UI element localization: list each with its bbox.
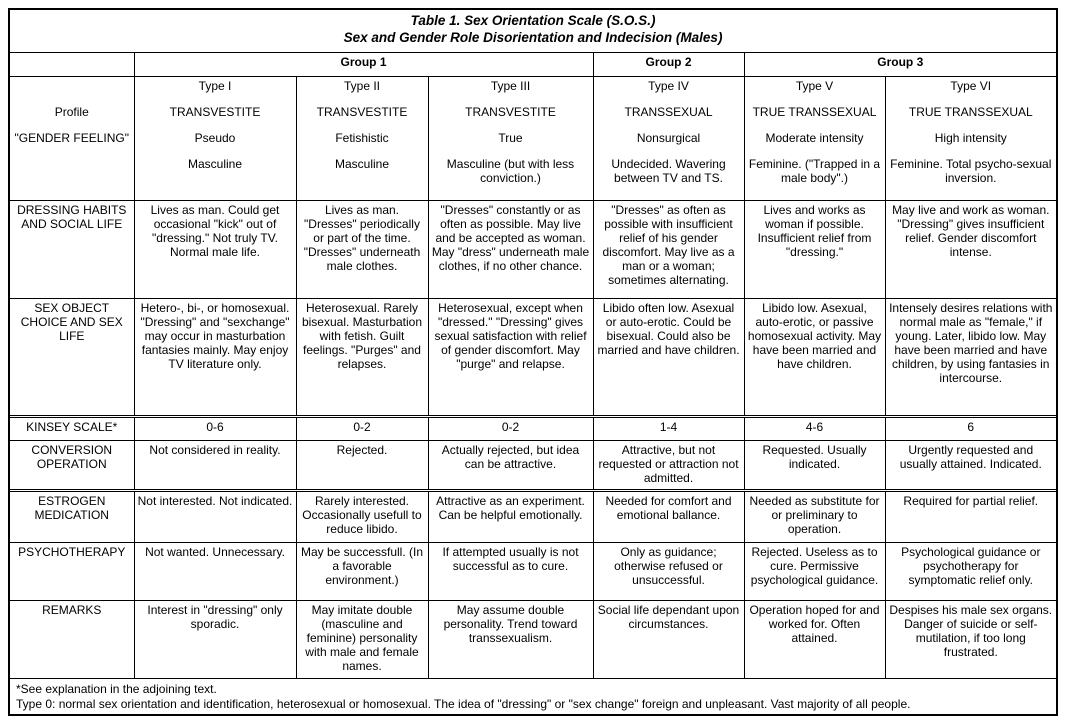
table-title-cell [10,10,1056,52]
footnotes [10,678,1056,716]
table-cell: 1-4 [593,416,744,440]
type-category: TRANSSEXUAL [624,104,713,119]
table-cell: Psychological guidance or psychotherapy for symptomatic relief only. [885,542,1056,600]
group-header-1: Group 1 [134,52,593,76]
type-subtype: Fetishistic [335,130,389,145]
row-label-dressing-habits: DRESSING HABITS AND SOCIAL LIFE [10,200,134,298]
table-cell: Required for partial relief. [885,490,1056,542]
table-cell: Intensely desires relations with normal male as "female," if young. Later, libido low. May have been married and have children, by using fantasies in intercourse. [885,298,1056,416]
table-cell: Actually rejected, but idea can be attractive. [428,440,593,490]
table-cell: Social life dependant upon circumstances. [593,600,744,678]
table-cell: Libido low. Asexual, auto-erotic, or passive homosexual activity. May have been married and have children. [744,298,885,416]
table-cell: Only as guidance; otherwise refused or unsuccessful. [593,542,744,600]
table-cell: Urgently requested and usually attained. Indicated. [885,440,1056,490]
table-cell: If attempted usually is not successful as to cure. [428,542,593,600]
type-name: Type V [795,78,834,93]
type-feeling: Masculine (but with less conviction.) [446,156,575,185]
table-cell: "Dresses" as often as possible with insufficient relief of his gender discomfort. May live as a man or a woman; sometimes alternating. [593,200,744,298]
data-row-dressing-habits [10,200,1056,298]
table-cell: Heterosexual. Rarely bisexual. Masturbation with fetish. Guilt feelings. "Purges" and relapses. [296,298,428,416]
title-row [10,10,1056,52]
table-cell: Not wanted. Unnecessary. [134,542,296,600]
sos-table [10,10,1056,678]
row-label-conversion-operation: CONVERSION OPERATION [10,440,134,490]
table-title-line1: Table 1. Sex Orientation Scale (S.O.S.) [410,13,656,28]
type-feeling: Masculine [187,156,243,171]
data-row-remarks [10,600,1056,678]
data-row-psychotherapy [10,542,1056,600]
table-cell: Despises his male sex organs. Danger of suicide or self-mutilation, if too long frustrated. [885,600,1056,678]
type-category: TRANSVESTITE [465,104,556,119]
profile-row [10,76,1056,200]
table-cell: May be successfull. (In a favorable environment.) [296,542,428,600]
profile-type-1-cell [134,76,296,200]
group-header-row [10,52,1056,76]
table-cell: Requested. Usually indicated. [744,440,885,490]
data-row-conversion-operation [10,440,1056,490]
table-cell: "Dresses" constantly or as often as possible. May live and be accepted as woman. May "dress" underneath male clothes, if no other chance. [428,200,593,298]
table-cell: Interest in "dressing" only sporadic. [134,600,296,678]
table-cell: Hetero-, bi-, or homosexual. "Dressing" and "sexchange" may occur in masturbation fantasies mainly. May enjoy TV literature only. [134,298,296,416]
type-subtype: High intensity [934,130,1007,145]
type-feeling: Feminine. Total psycho-sexual inversion. [890,156,1052,185]
table-title-line2: Sex and Gender Role Disorientation and Indecision (Males) [343,30,723,45]
table-cell: Lives and works as woman if possible. Insufficient relief from "dressing." [744,200,885,298]
type-feeling: Undecided. Wavering between TV and TS. [611,156,726,185]
table-cell: Rejected. Useless as to cure. Permissive psychological guidance. [744,542,885,600]
type-name: Type III [490,78,531,93]
table-cell: Not considered in reality. [134,440,296,490]
group-header-spacer-cell [10,52,134,76]
table-cell: Attractive, but not requested or attraction not admitted. [593,440,744,490]
row-label-estrogen-medication: ESTROGEN MEDICATION [10,490,134,542]
table-cell: Rejected. [296,440,428,490]
data-row-sex-object-choice [10,298,1056,416]
type-feeling: Masculine [334,156,390,171]
row-label-kinsey-scale: KINSEY SCALE* [10,416,134,440]
type-category: TRUE TRANSSEXUAL [752,104,877,119]
profile-type-4-cell [593,76,744,200]
type-category: TRANSVESTITE [316,104,408,119]
footnote-asterisk: *See explanation in the adjoining text. [16,682,217,696]
table-cell: 0-2 [428,416,593,440]
table-cell: Needed as substitute for or preliminary to operation. [744,490,885,542]
table-cell: Heterosexual, except when "dressed." "Dressing" gives sexual satisfaction with relief of gender discomfort. May "purge" and relapse. [428,298,593,416]
table-cell: 0-2 [296,416,428,440]
profile-label-spacer [13,79,131,105]
type-category: TRANSVESTITE [169,104,261,119]
group-header-3: Group 3 [744,52,1056,76]
table-cell: Not interested. Not indicated. [134,490,296,542]
type-subtype: Nonsurgical [636,130,701,145]
type-subtype: Pseudo [194,130,236,145]
table-cell: May live and work as woman. "Dressing" gives insufficient relief. Gender discomfort intense. [885,200,1056,298]
type-name: Type I [198,78,232,93]
type-category: TRUE TRANSSEXUAL [908,104,1033,119]
footnote-type0: Type 0: normal sex orientation and identification, heterosexual or homosexual. The idea of "dressing" or "sex change" foreign and unpleasant. Vast majority of all people. [16,697,911,711]
type-feeling: Feminine. ("Trapped in a male body".) [748,156,881,185]
row-label-psychotherapy: PSYCHOTHERAPY [10,542,134,600]
profile-type-6-cell [885,76,1056,200]
type-subtype: True [498,130,523,145]
type-name: Type VI [950,78,992,93]
profile-label-line1: Profile [54,104,89,119]
table-cell: Operation hoped for and worked for. Often attained. [744,600,885,678]
profile-type-2-cell [296,76,428,200]
table-cell: May assume double personality. Trend toward transsexualism. [428,600,593,678]
table-cell: Lives as man. Could get occasional "kick" out of "dressing." Not truly TV. Normal male life. [134,200,296,298]
data-row-kinsey-scale [10,416,1056,440]
profile-label-line2: "GENDER FEELING" [14,130,130,145]
type-name: Type IV [648,78,689,93]
profile-type-3-cell [428,76,593,200]
row-label-profile [10,76,134,200]
table-cell: 6 [885,416,1056,440]
group-header-2: Group 2 [593,52,744,76]
profile-type-5-cell [744,76,885,200]
row-label-remarks: REMARKS [10,600,134,678]
type-name: Type II [343,78,381,93]
row-label-sex-object-choice: SEX OBJECT CHOICE AND SEX LIFE [10,298,134,416]
data-row-estrogen-medication [10,490,1056,542]
table-cell: Attractive as an experiment. Can be helpful emotionally. [428,490,593,542]
table-cell: Libido often low. Asexual or auto-erotic. Could be bisexual. Could also be married and have children. [593,298,744,416]
table-cell: Rarely interested. Occasionally usefull to reduce libido. [296,490,428,542]
table-cell: 0-6 [134,416,296,440]
table-cell: Lives as man. "Dresses" periodically or part of the time. "Dresses" underneath male clothes. [296,200,428,298]
type-subtype: Moderate intensity [765,130,864,145]
table-cell: May imitate double (masculine and feminine) personality with male and female names. [296,600,428,678]
table-cell: 4-6 [744,416,885,440]
table-cell: Needed for comfort and emotional ballance. [593,490,744,542]
table-frame [8,8,1058,716]
